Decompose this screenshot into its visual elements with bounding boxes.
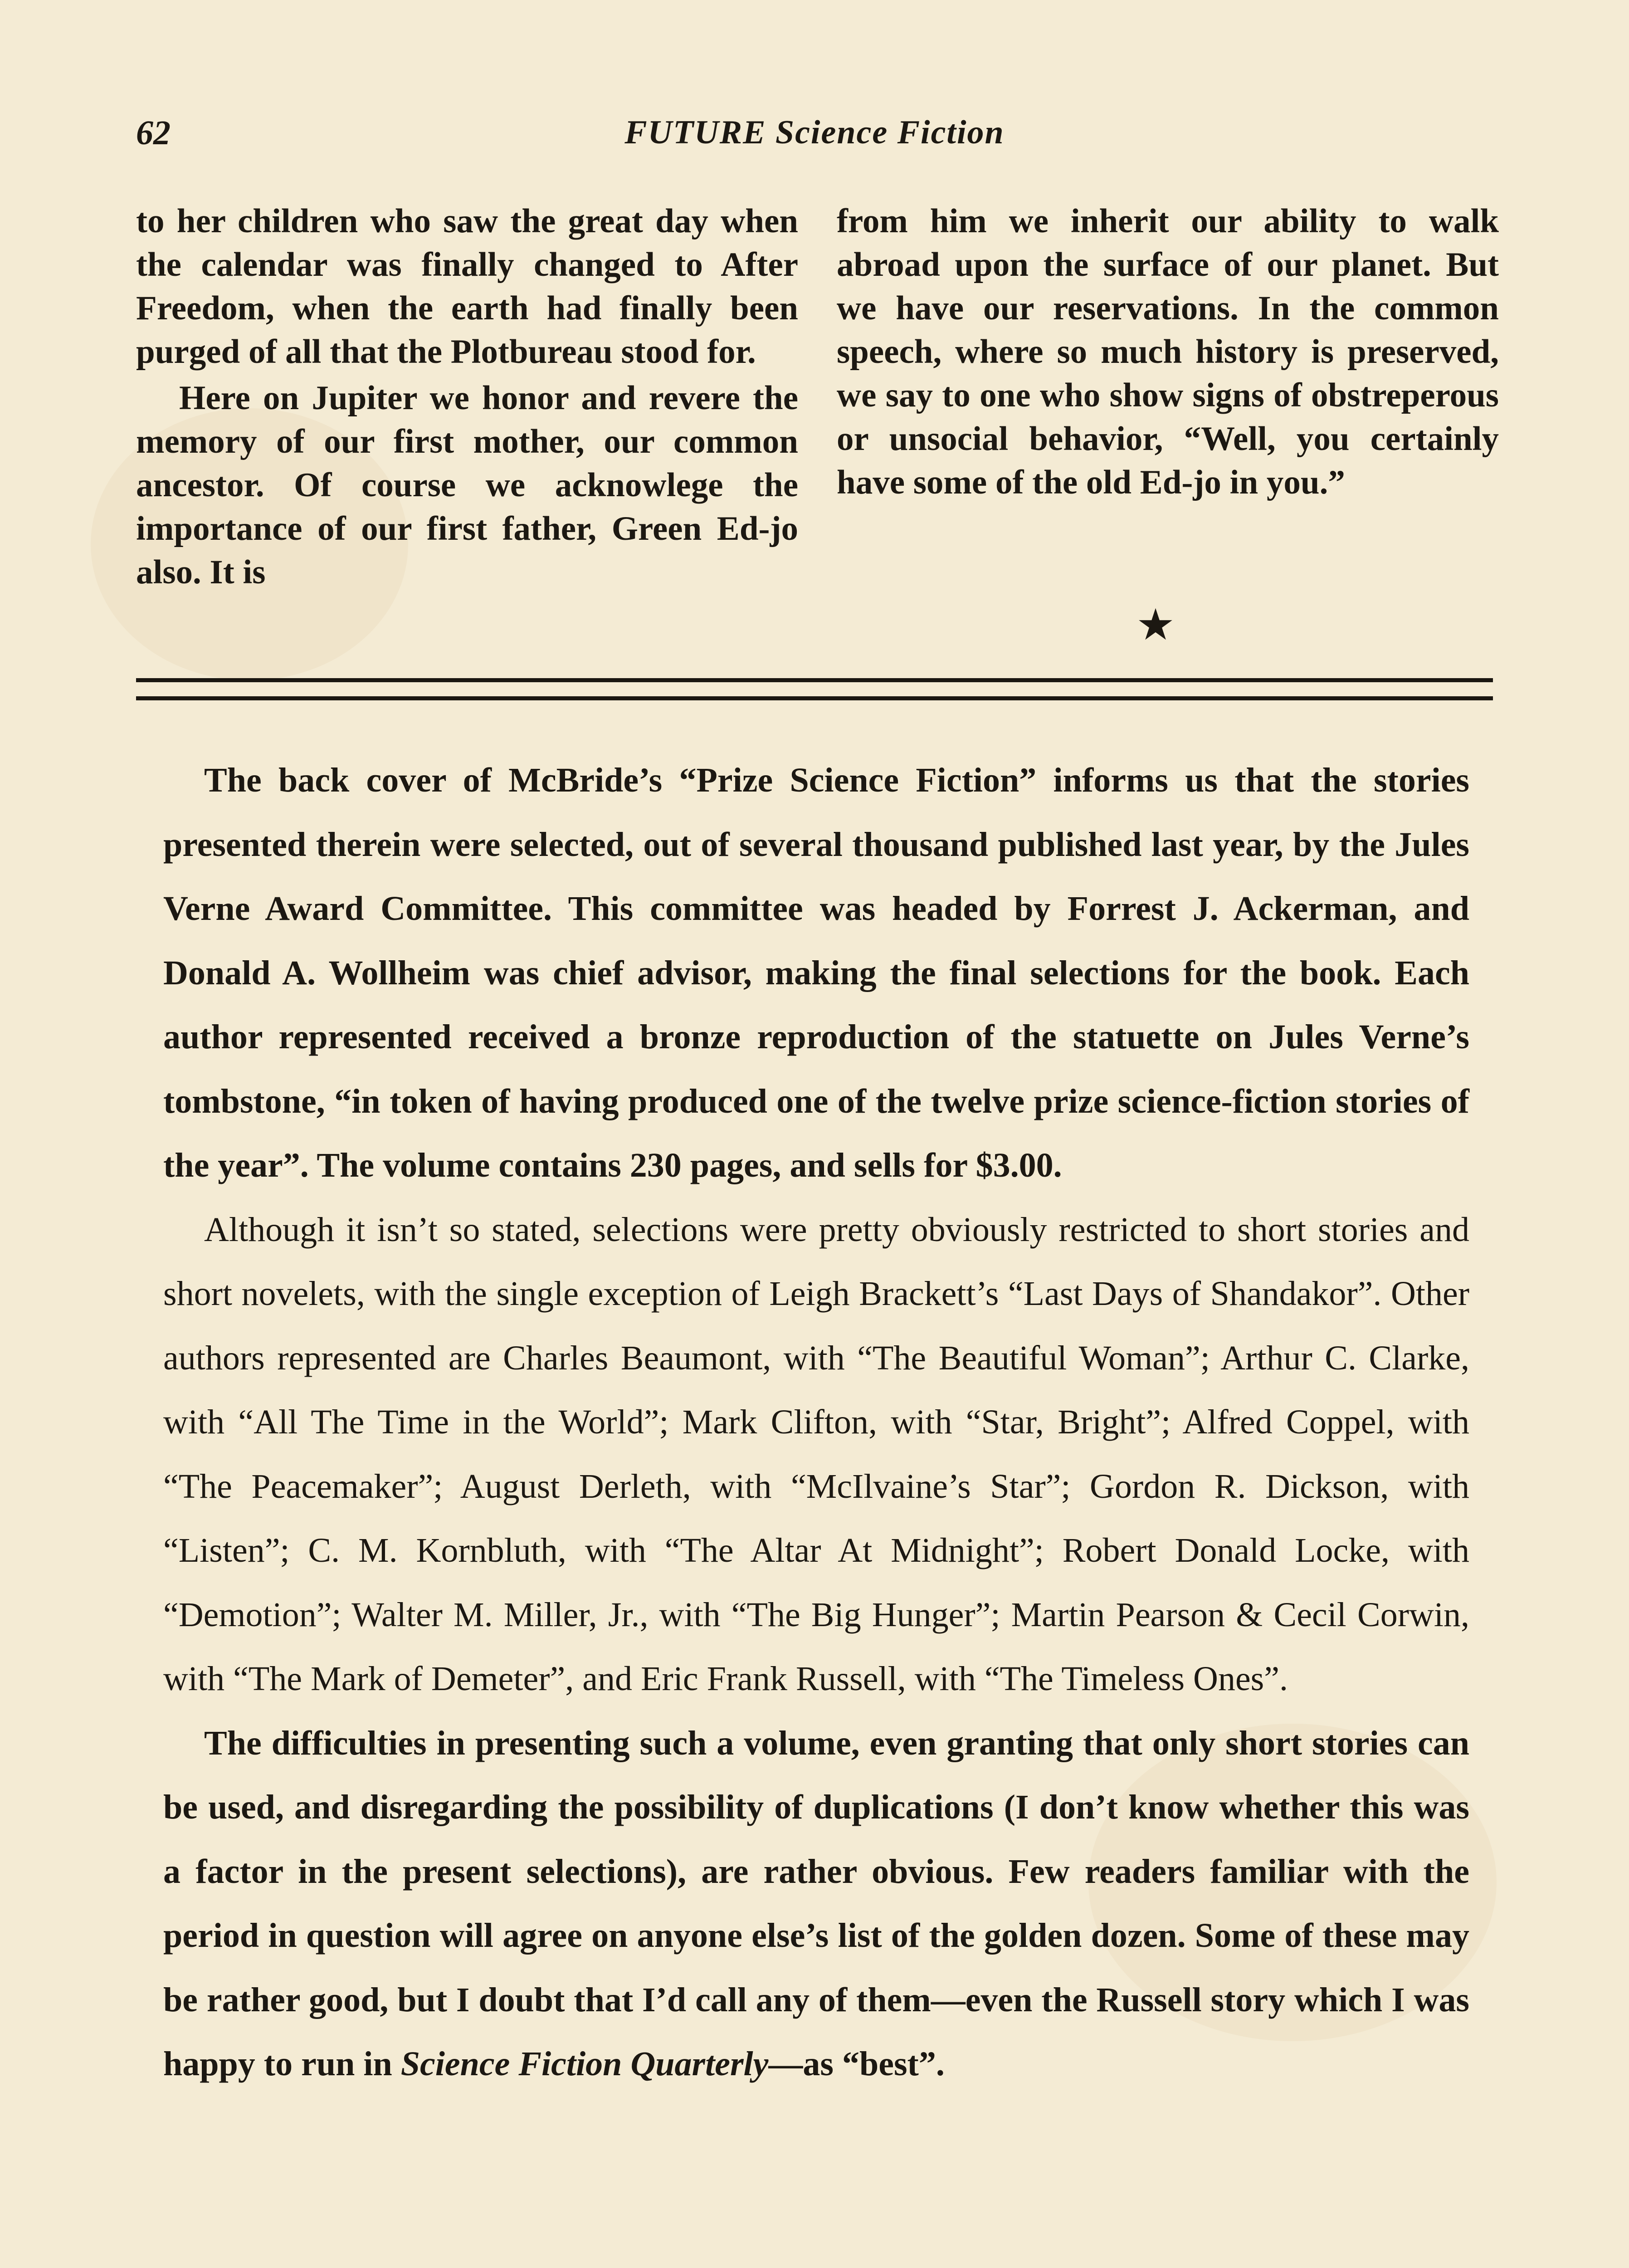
left-column (136, 200, 798, 594)
review-paragraph: The back cover of McBride’s “Prize Science Fiction” informs us that the stories presented therein were selected, out of several thousand published last year, by the Jules Verne Award Committee. This committee was headed by Forrest J. Ackerman, and Donald A. Wollheim was chief advisor, making the final selections for the book. Each author represented received a bronze reproduction of the statuette on Jules Verne’s tombstone, “in token of having produced one of the twelve prize science-fiction stories of the year”. The volume contains 230 pages, and sells for $3.00. (163, 761, 1469, 1184)
magazine-title: Science Fiction Quarterly (400, 2045, 769, 2083)
review-paragraph: Although it isn’t so stated, selections were pretty obviously restricted to short stories and short novelets, with the single exception of Leigh Brackett’s “Last Days of Shandakor”. Other authors represented are Charles Beaumont, with “The Beautiful Woman”; Arthur C. Clarke, with “All The Time in the World”; Mark Clifton, with “Star, Bright”; Alfred Coppel, with “The Peacemaker”; August Derleth, with “McIlvaine’s Star”; Gordon R. Dickson, with “Listen”; C. M. Kornbluth, with “The Altar At Midnight”; Robert Donald Locke, with “Demotion”; Walter M. Miller, Jr., with “The Big Hunger”; Martin Pearson & Cecil Corwin, with “The Mark of Demeter”, and Eric Frank Russell, with “The Timeless Ones”. (163, 1210, 1469, 1698)
right-column-paragraph: from him we inherit our ability to walk abroad upon the surface of our planet. But we have our reservations. In the common speech, where so much history is preserved, we say to one who show signs of obstreperous or unsocial behavior, “Well, you certainly have some of the old Ed-jo in you.” (837, 202, 1499, 501)
story-ending (136, 200, 1497, 653)
running-title: FUTURE Science Fiction (624, 114, 1005, 151)
end-star-icon: ★ (1136, 601, 1175, 649)
closing-ending: —as “best”. (768, 2045, 945, 2083)
left-column-paragraph: Here on Jupiter we honor and revere the memory of our first mother, our common ancestor. Of course we acknowlege the importance of our first father, Green Ed-jo also. It is (136, 379, 798, 591)
divider-rule (136, 696, 1493, 700)
left-column-paragraph: to her children who saw the great day when the calendar was finally changed to After Freedom, when the earth had finally been purged of all that the Plotbureau stood for. (136, 202, 798, 371)
book-review (163, 748, 1469, 2097)
divider-rule (136, 678, 1493, 682)
page-header (132, 113, 1497, 154)
right-column (837, 200, 1499, 504)
page-number: 62 (136, 114, 171, 152)
closing-text: The difficulties in presenting such a volume, even granting that only short stories can be used, and disregarding the possibility of duplications (I don’t know whether this was a factor in the present selections), are rather obvious. Few readers familiar with the period in question will agree on anyone else’s list of the golden dozen. Some of these may be rather good, but I doubt that I’d call any of them—even the Russell story which I was happy to run in (163, 1724, 1469, 2083)
review-closing-paragraph (163, 1711, 1469, 2097)
